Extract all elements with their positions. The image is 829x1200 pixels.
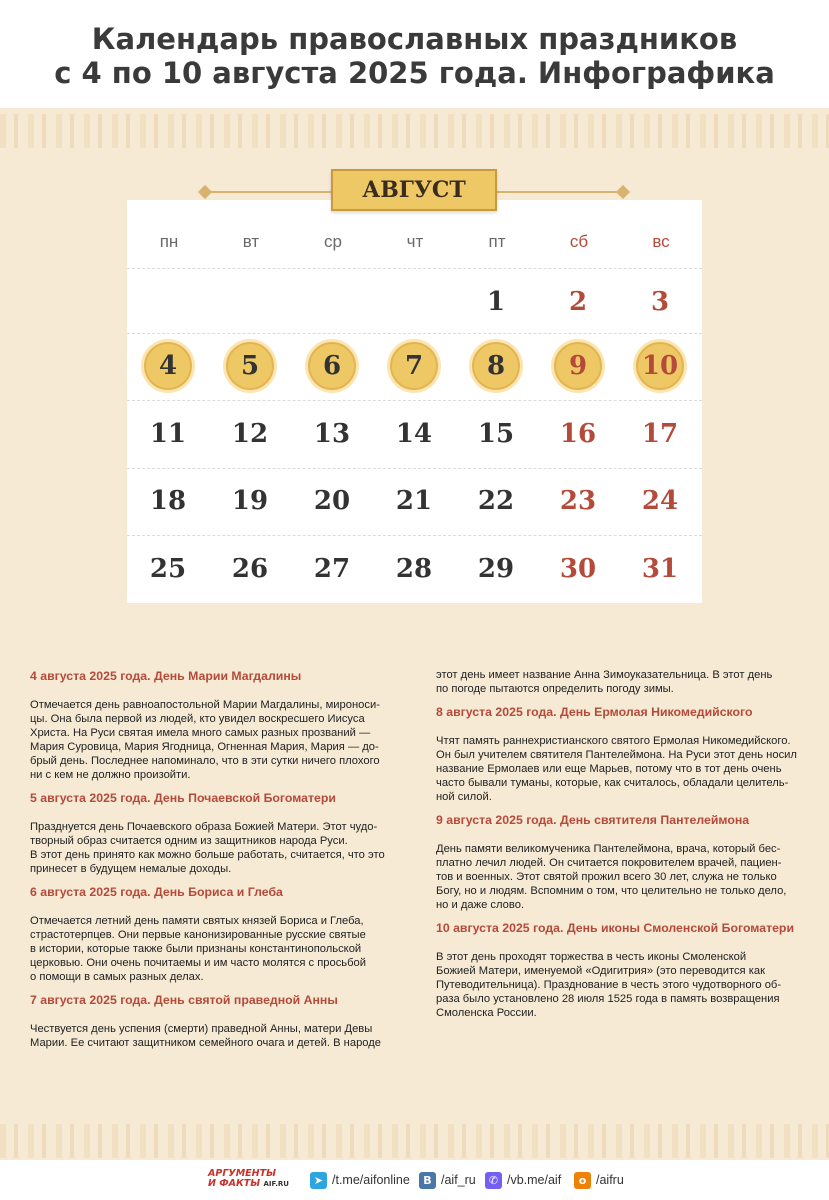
calendar-day: 10 [641,351,679,381]
calendar-day: 7 [404,351,424,381]
calendar-day: 14 [395,419,433,449]
calendar-day: 2 [568,287,588,317]
description-line: платно лечил людей. Он считается покровителем врачей, пациен- [436,857,782,869]
description-line: творный образ считается одним из защитников народа Руси. [30,835,348,847]
weekday-label: пн [159,232,179,251]
description-line: часто бывали туманы, которые, как считалось, обладали целитель- [436,777,789,789]
weekday-label: вс [652,232,670,251]
description-line: тов и военных. Этот святой прожил всего 30 лет, служа не только [436,871,777,883]
description-line: цы. Она была первой из людей, кто увидел воскресшего Иисуса [30,713,365,725]
description-line: День памяти великомученика Пантелеймона, врача, который бес- [436,843,781,855]
calendar-row-divider [127,333,702,334]
holiday-section [30,668,400,782]
calendar-day: 26 [231,554,269,584]
description-line: Чествуется день успения (смерти) праведной Анны, матери Девы [30,1023,373,1035]
calendar-day: 6 [322,351,342,381]
description-line: Марии. Ее считают защитником семейного очага и детей. В народе [30,1037,382,1049]
aif-logo [208,1169,298,1191]
holiday-heading: 6 августа 2025 года. День Бориса и Глеба [30,885,283,899]
calendar-day: 21 [395,486,433,516]
telegram-icon: ➤ [310,1172,327,1189]
odnoklassniki-icon: о [574,1172,591,1189]
description-line: ной силой. [436,791,492,803]
holiday-description [436,842,806,912]
description-line: этот день имеет название Анна Зимоуказательница. В этот день [436,669,773,681]
description-line: В этот день проходят торжества в честь иконы Смоленской [436,951,747,963]
holiday-description [30,698,400,782]
holiday-description [436,734,806,804]
logo-line-1: АРГУМЕНТЫ [208,1168,276,1179]
calendar-day: 27 [313,554,351,584]
description-line: раза было установлено 28 июля 1525 года в память возвращения [436,993,780,1005]
ornament-band-bottom [0,1124,829,1158]
description-line: страстотерпцев. Они первые канонизированные русские святые [30,929,366,941]
page-title [0,22,829,90]
logo-line-2-text: И ФАКТЫ [208,1178,261,1189]
holiday-description [30,914,400,984]
calendar-day: 20 [313,486,351,516]
description-line: по погоде пытаются определить погоду зимы. [436,683,674,695]
title-line-2: с 4 по 10 августа 2025 года. Инфографика [54,56,775,90]
logo-domain: AIF.RU [263,1180,289,1188]
calendar-day: 4 [158,351,178,381]
description-line: Чтят память раннехристианского святого Ермолая Никомедийского. [436,735,791,747]
description-line: В этот день принято как можно больше работать, считается, что это [30,849,385,861]
calendar-day: 9 [568,351,588,381]
social-link-text: /t.me/aifonline [332,1173,410,1187]
calendar-row-divider [127,535,702,536]
description-line: Отмечается день равноапостольной Марии Магдалины, мироноси- [30,699,380,711]
description-line: Божией Матери, именуемой «Одигитрия» (это переводится как [436,965,765,977]
calendar-day: 19 [231,486,269,516]
holiday-section [30,884,400,984]
holiday-section [436,920,806,1020]
calendar-day: 17 [641,419,679,449]
holiday-section [436,812,806,912]
holiday-section [436,704,806,804]
holiday-description [436,668,806,696]
description-line: принесет в будущем немалые доходы. [30,863,232,875]
description-line: но и даже слово. [436,899,525,911]
holiday-heading: 7 августа 2025 года. День святой праведной Анны [30,993,338,1007]
calendar-day: 25 [149,554,187,584]
social-link-text: /aif_ru [441,1173,476,1187]
holiday-heading: 4 августа 2025 года. День Марии Магдалины [30,669,302,683]
holiday-section [30,992,400,1050]
text-column-left [30,668,400,1058]
viber-icon: ✆ [485,1172,502,1189]
calendar-row-divider [127,468,702,469]
description-line: Он был учителем святителя Пантелеймона. На Руси этот день носил [436,749,797,761]
title-line-1: Календарь православных праздников [91,22,738,56]
calendar-day: 3 [650,287,670,317]
decor-line-right [497,191,621,193]
calendar-day: 30 [559,554,597,584]
holiday-description [436,950,806,1020]
calendar-day: 29 [477,554,515,584]
calendar-day: 1 [486,287,506,317]
social-link-text: /aifru [596,1173,624,1187]
decor-line-left [207,191,331,193]
description-line: Празднуется день Почаевского образа Божией Матери. Этот чудо- [30,821,378,833]
description-line: Отмечается летний день памяти святых князей Бориса и Глеба, [30,915,364,927]
text-column-right [436,668,806,1028]
holiday-heading: 5 августа 2025 года. День Почаевской Богоматери [30,791,336,805]
social-link[interactable] [485,1171,561,1189]
holiday-section [436,668,806,696]
calendar-day: 18 [149,486,187,516]
description-line: брый день. Последнее напоминало, что в эти сутки ничего плохого [30,755,380,767]
calendar-day: 22 [477,486,515,516]
holiday-heading: 8 августа 2025 года. День Ермолая Никомедийского [436,705,753,719]
holiday-description [30,1022,400,1050]
description-line: ни с кем не должно произойти. [30,769,191,781]
description-line: Путеводительница). Празднование в честь этого чудотворного об- [436,979,782,991]
vk-icon: В [419,1172,436,1189]
holiday-section [30,790,400,876]
weekday-label: ср [324,232,342,251]
weekday-label: чт [406,232,424,251]
description-line: Мария Суровица, Мария Ягодница, Огненная Мария, Мария — до- [30,741,379,753]
description-line: Богу, но и людям. Вспомним о том, что целительно не только дело, [436,885,787,897]
holiday-description [30,820,400,876]
social-link[interactable] [419,1171,476,1189]
month-label: АВГУСТ [331,169,497,211]
holiday-heading: 10 августа 2025 года. День иконы Смоленской Богоматери [436,921,795,935]
calendar-day: 12 [231,419,269,449]
calendar-day: 11 [149,419,187,449]
calendar-day: 13 [313,419,351,449]
calendar-day: 8 [486,351,506,381]
calendar-day: 23 [559,486,597,516]
description-line: в истории, которые также были признаны константинопольской [30,943,362,955]
calendar-day: 16 [559,419,597,449]
social-link[interactable] [574,1171,624,1189]
weekday-label: сб [569,232,589,251]
ornament-band-top [0,114,829,148]
calendar-day: 5 [240,351,260,381]
description-line: название Ермолаев или еще Марьев, потому что в тот день очень [436,763,782,775]
calendar-card [127,200,702,603]
calendar-row-divider [127,268,702,269]
description-line: о помощи в самых разных делах. [30,971,204,983]
footer [0,1160,829,1200]
calendar-day: 15 [477,419,515,449]
logo-line-2 [208,1179,298,1189]
holiday-heading: 9 августа 2025 года. День святителя Пантелеймона [436,813,750,827]
calendar-row-divider [127,400,702,401]
weekday-label: вт [242,232,260,251]
description-line: Смоленска России. [436,1007,537,1019]
description-line: Христа. На Руси святая имела много самых разных прозваний — [30,727,371,739]
calendar-day: 31 [641,554,679,584]
social-link[interactable] [310,1171,410,1189]
calendar-day: 24 [641,486,679,516]
weekday-label: пт [488,232,506,251]
calendar-day: 28 [395,554,433,584]
social-link-text: /vb.me/aif [507,1173,562,1187]
description-line: церковью. Они очень почитаемы и им часто молятся с просьбой [30,957,367,969]
